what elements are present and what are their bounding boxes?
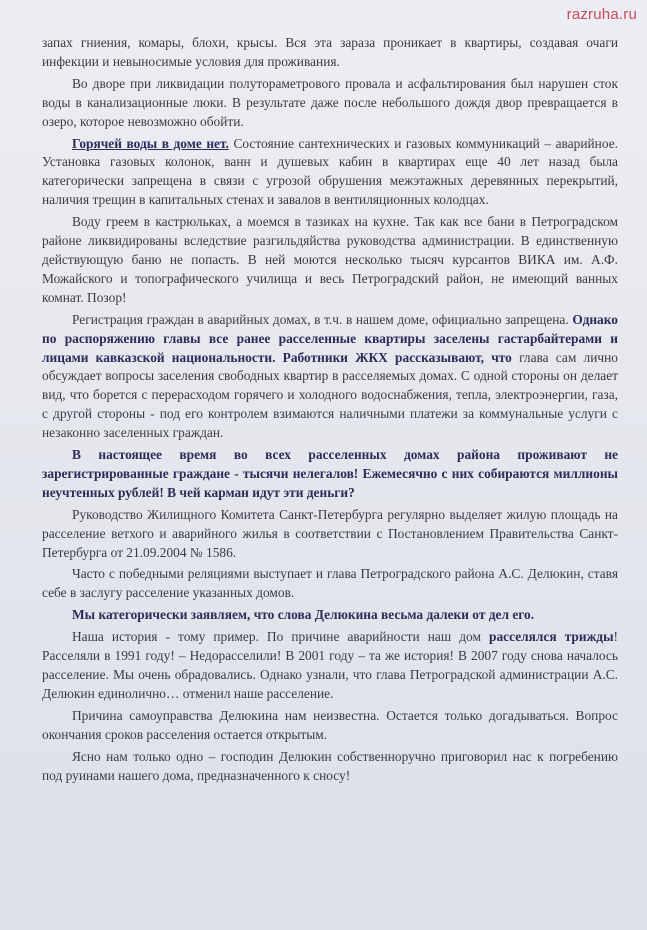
paragraph-5-text: глава сам лично обсуждает вопросы заселения свободных квартир в расселяемых домах. С одной стороны он делает вид, что борется с перерасходом горячего и холодного водоснабжения, тепла, электроэнергии, газа, с другой стороны - под его контролем взимаются наличными платежи за коммунальные услуги с незаконно заселенных граждан. [42,349,618,441]
paragraph-7: Руководство Жилищного Комитета Санкт-Петербурга регулярно выделяет жилую площадь на расселение ветхого и аварийного жилья в соответствии с Постановлением Правительства Санкт-Петербурга от 21.09.2004 № 1586. [42,506,618,560]
paragraph-9: Мы категорически заявляем, что слова Делюкина весьма далеки от дел его. [72,607,535,623]
hot-water-heading: Горячей воды в доме нет. [72,135,229,151]
paragraph-1: запах гниения, комары, блохи, крысы. Вся эта зараза проникает в квартиры, создавая очаги инфекции и невыносимые условия для проживания. [42,35,618,69]
paragraph-8: Часто с победными реляциями выступает и глава Петроградского района А.С. Делюкин, ставя себе в заслугу расселение указанных домов. [42,566,618,601]
paragraph-6: В настоящее время во всех расселенных домах района проживают не зарегистрированные граждане - тысячи нелегалов! Ежемесячно с них собираются миллионы неучтенных рублей! В чей карман идут эти деньги? [42,447,618,500]
paragraph-3 [42,135,618,211]
paragraph-3-text: Состояние сантехнических и газовых коммуникаций – аварийное. Установка газовых колонок, ванн и душевых кабин в квартирах еще 40 лет назад была категорически запрещена в связи с угрозой обрушения межэтажных деревянных перекрытий, наличия трещин в капитальных стенах и завалов в вентиляционных колодцах. [42,135,618,208]
paragraph-5 [42,311,618,443]
site-watermark: razruha.ru [566,6,637,23]
paragraph-10-intro: Наша история - тому пример. По причине аварийности наш дом [72,629,490,645]
paragraph-5-emphasis: Однако по распоряжению главы все ранее расселенные квартиры заселены гастарбайтерами и лицами кавказской национальности. Работники ЖКХ рассказывают, что [42,311,618,365]
paragraph-5-intro: Регистрация граждан в аварийных домах, в т.ч. в нашем доме, официально запрещена. [72,311,573,327]
paragraph-2: Во дворе при ликвидации полутораметрового провала и асфальтирования был нарушен сток воды в канализационные люки. В результате даже после небольшого дождя двор превращается в озеро, которое невозможно обойти. [42,75,618,129]
document-body [42,34,618,788]
paragraph-10-text: ! Расселяли в 1991 году! – Недорасселили! В 2001 году – та же история! В 2007 году снова началось расселение. Мы очень обрадовались. Однако узнали, что глава Петроградской администрации А.С. Делюкин единолично… отменил наше расселение. [42,629,619,701]
paragraph-12: Ясно нам только одно – господин Делюкин собственноручно приговорил нас к погребению под руинами нашего дома, предназначенного к сносу! [42,748,618,783]
paragraph-10 [42,628,618,704]
paragraph-10-emphasis: расселялся трижды [489,629,614,645]
paragraph-4: Воду греем в кастрюльках, а моемся в тазиках на кухне. Так как все бани в Петроградском районе ликвидированы вследствие разгильдяйства руководства администрации. В единственную действующую баню не попасть. В ней моются несколько тысяч курсантов ВИКА им. А.Ф. Можайского и топографического училища и весь Петроградский район, не имеющий ванных комнат. Позор! [42,214,618,305]
paragraph-11: Причина самоуправства Делюкина нам неизвестна. Остается только догадываться. Вопрос окончания сроков расселения остается открытым. [42,707,618,742]
